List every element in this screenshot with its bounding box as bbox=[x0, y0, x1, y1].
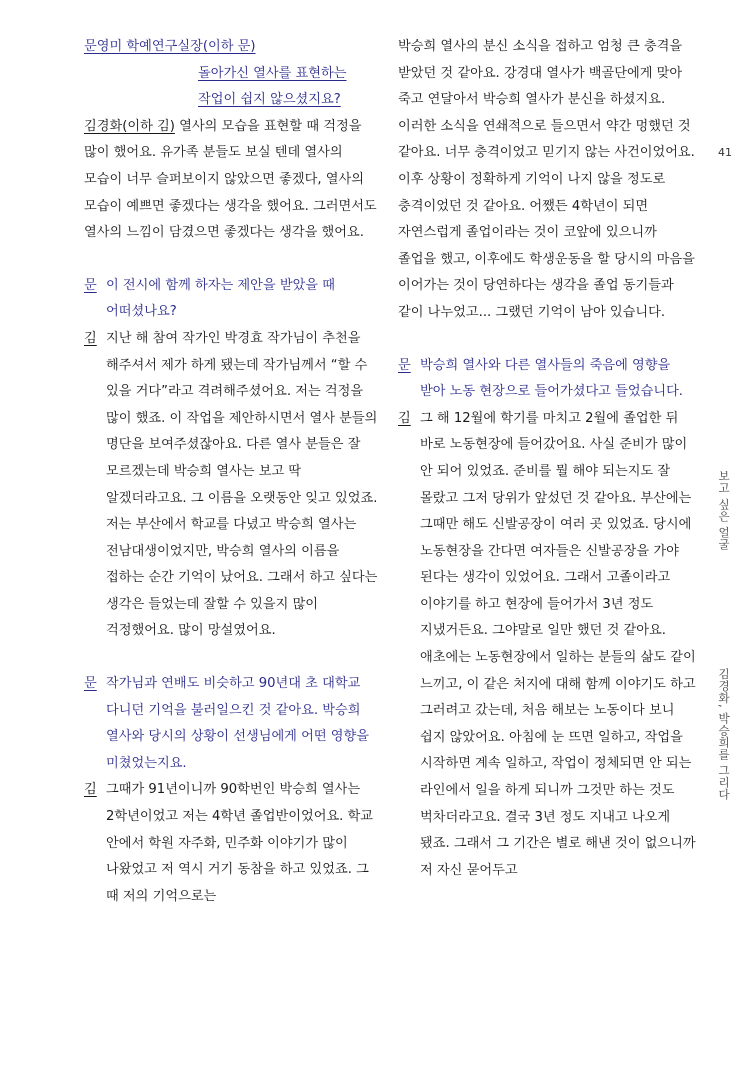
answer-4 bbox=[398, 406, 698, 885]
speaker-label: 문 bbox=[84, 277, 97, 293]
question-2-text: 이 전시에 함께 하자는 제안을 받았을 때 어떠셨나요? bbox=[106, 277, 335, 320]
right-column bbox=[398, 34, 698, 884]
answer-2-continued: 박승희 열사의 분신 소식을 접하고 엄청 큰 충격을 받았던 것 같아요. 강경대 열사가 백골단에게 맞아 죽고 연달아서 박승희 열사가 분신을 하셨지요. 이러한 소식을 연쇄적으로 들으면서 약간 멍했던 것 같아요. 너무 충격이었고 믿기지 않는 사건이었어요. 이후 상황이 정확하게 기억이 나지 않을 정도로 충격이었던 것 같아요. 어쨌든 4학년이 되면 자연스럽게 졸업이라는 것이 코앞에 있으니까 졸업을 했고, 이후에도 학생운동을 할 당시의 마음을 이어가는 것이 당연하다는 생각을 졸업 동기들과 같이 나누었고... 그랬던 기억이 남아 있습니다. bbox=[398, 39, 695, 320]
kim-intro-answer bbox=[84, 114, 380, 247]
answer-3-text: 그때가 91년이니까 90학번인 박승희 열사는 2학년이었고 저는 4학년 졸업반이었어요. 학교 안에서 학원 자주화, 민주화 이야기가 많이 나왔었고 저 역시 거기 동참을 하고 있었죠. 그 때 저의 기억으로는 bbox=[106, 782, 374, 904]
running-header-title: 보고 싶은 얼굴 bbox=[717, 470, 731, 551]
kim-intro-label: 김경화(이하 김) bbox=[84, 118, 175, 134]
left-column bbox=[84, 34, 380, 910]
running-header-subtitle: 김경화, 박승희를 그리다 bbox=[717, 668, 731, 801]
opening-question-line2: 작업이 쉽지 않으셨지요? bbox=[198, 92, 341, 108]
speaker-label: 김 bbox=[84, 782, 97, 798]
question-4 bbox=[398, 353, 698, 406]
answer-3 bbox=[84, 777, 380, 910]
question-2 bbox=[84, 273, 380, 326]
opening-question bbox=[84, 61, 380, 114]
answer-2-text: 지난 해 참여 작가인 박경효 작가님이 추천을 해주셔서 제가 하게 됐는데 작가님께서 “할 수 있을 거다”라고 격려해주셨어요. 저는 걱정을 많이 했죠. 이 작업을 제안하시면서 열사 분들의 명단을 보여주셨잖아요. 다른 열사 분들은 잘 모르겠는데 박승희 열사는 보고 딱 알겠더라고요. 그 이름을 오랫동안 잊고 있었죠. 저는 부산에서 학교를 다녔고 박승희 열사는 전남대생이었지만, 박승희 열사의 이름을 접하는 순간 기억이 났어요. 그래서 하고 싶다는 생각은 들었는데 잘할 수 있을지 많이 걱정했어요. 많이 망설였어요. bbox=[106, 330, 378, 639]
question-4-text: 박승희 열사와 다른 열사들의 죽음에 영향을 받아 노동 현장으로 들어가셨다고 들었습니다. bbox=[420, 357, 684, 400]
kim-intro-text: 열사의 모습을 표현할 때 걱정을 많이 했어요. 유가족 분들도 보실 텐데 열사의 모습이 너무 슬퍼보이지 않았으면 좋겠다, 열사의 모습이 예쁘면 좋겠다는 생각을 했어요. 그러면서도 열사의 느낌이 담겼으면 좋겠다는 생각을 했어요. bbox=[84, 118, 377, 241]
speaker-label: 문 bbox=[84, 676, 97, 692]
speaker-label: 문 bbox=[398, 357, 411, 373]
speaker-label: 김 bbox=[398, 410, 411, 426]
question-3 bbox=[84, 671, 380, 777]
speaker-label: 김 bbox=[84, 330, 97, 346]
opening-question-line1: 돌아가신 열사를 표현하는 bbox=[198, 65, 347, 81]
page-number: 41 bbox=[718, 146, 732, 159]
answer-2 bbox=[84, 326, 380, 645]
answer-4-text: 그 해 12월에 학기를 마치고 2월에 졸업한 뒤 바로 노동현장에 들어갔어요. 사실 준비가 많이 안 되어 있었죠. 준비를 뭘 해야 되는지도 잘 몰랐고 그저 당위가 앞섰던 것 같아요. 부산에는 그때만 해도 신발공장이 여러 곳 있었죠. 당시에 노동현장을 간다면 여자들은 신발공장을 가야 된다는 생각이 있었어요. 그래서 고졸이라고 이야기를 하고 현장에 들어가서 3년 정도 지냈거든요. 그야말로 일만 했던 것 같아요. 애초에는 노동현장에서 일하는 분들의 삶도 같이 느끼고, 이 같은 처지에 대해 함께 이야기도 하고 그러려고 갔는데, 처음 해보는 노동이다 보니 쉽지 않았어요. 아침에 눈 뜨면 일하고, 작업을 시작하면 계속 일하고, 작업이 정체되면 안 되는 라인에서 일을 하게 되니까 그것만 하는 것도 벅차더라고요. 결국 3년 정도 지내고 나오게 됐죠. 그래서 그 기간은 별로 해낸 것이 없으니까 저 자신 묻어두고 bbox=[420, 410, 696, 878]
question-3-text: 작가님과 연배도 비슷하고 90년대 초 대학교 다니던 기억을 불러일으킨 것 같아요. 박승희 열사와 당시의 상황이 선생님에게 어떤 영향을 미쳤었는지요. bbox=[106, 676, 370, 771]
interviewer-intro: 문영미 학예연구실장(이하 문) bbox=[84, 39, 256, 54]
